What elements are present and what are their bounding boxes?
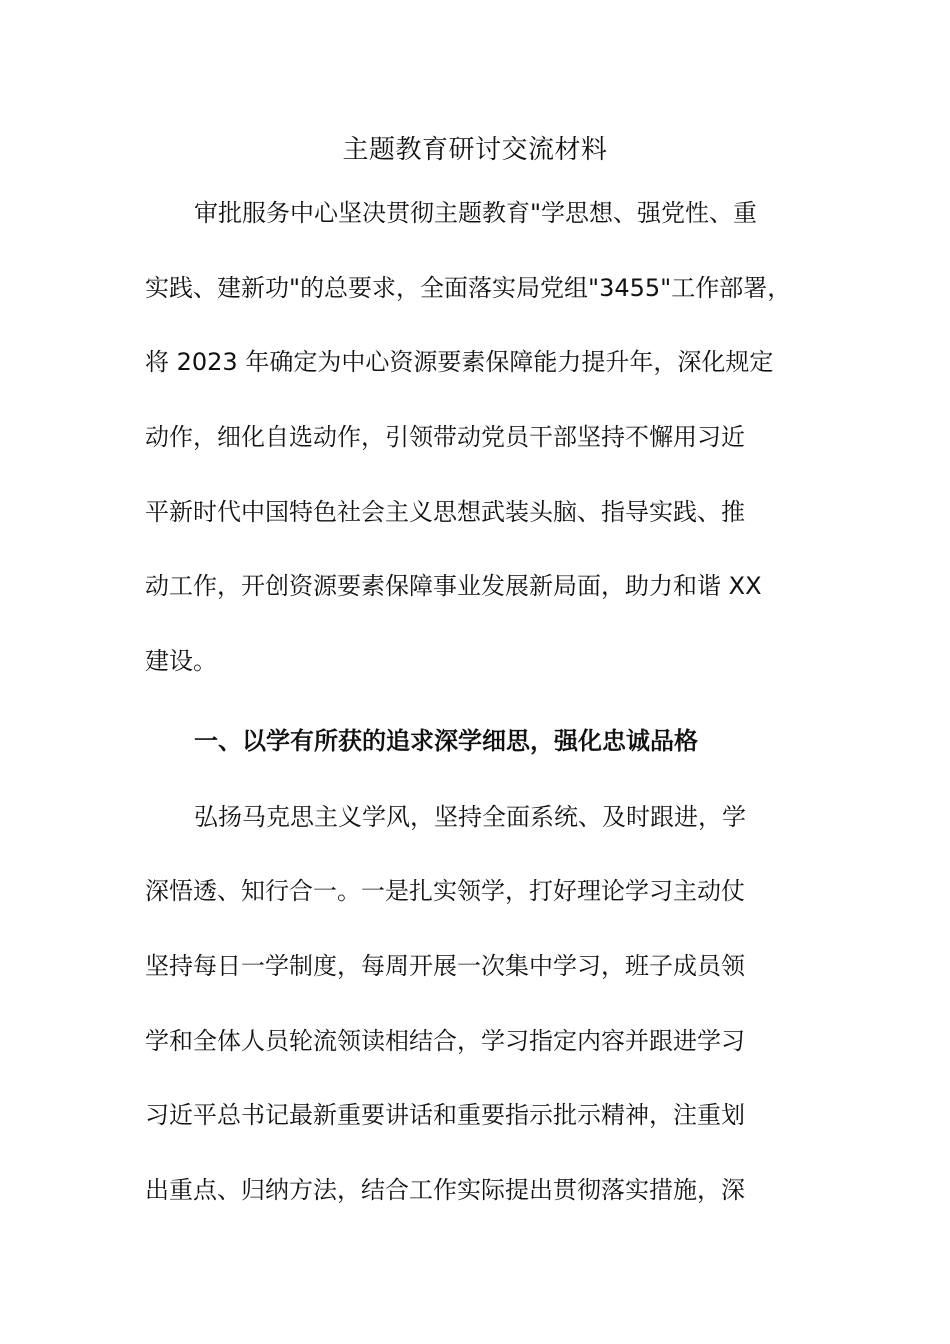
paragraph-1-line-5: 平新时代中国特色社会主义思想武装头脑、指导实践、推 (145, 498, 745, 526)
paragraph-2-line-4: 学和全体人员轮流领读相结合，学习指定内容并跟进学习 (145, 1027, 745, 1055)
paragraph-2-line-2: 深悟透、知行合一。一是扎实领学，打好理论学习主动仗 (145, 877, 745, 905)
paragraph-2-line-6: 出重点、归纳方法，结合工作实际提出贯彻落实措施，深 (145, 1176, 745, 1204)
paragraph-1-line-6: 动工作，开创资源要素保障事业发展新局面，助力和谐 XX (145, 572, 762, 600)
paragraph-1-line-4: 动作，细化自选动作，引领带动党员干部坚持不懈用习近 (145, 423, 745, 451)
paragraph-1-line-3: 将 2023 年确定为中心资源要素保障能力提升年，深化规定 (145, 348, 774, 376)
paragraph-2-line-5: 习近平总书记最新重要讲话和重要指示批示精神，注重划 (145, 1101, 745, 1129)
document-title: 主题教育研讨交流材料 (342, 135, 608, 165)
paragraph-1-line-2: 实践、建新功"的总要求，全面落实局党组"3455"工作部署， (145, 274, 792, 302)
paragraph-2-line-3: 坚持每日一学制度，每周开展一次集中学习，班子成员领 (145, 952, 745, 980)
paragraph-1-line-1: 审批服务中心坚决贯彻主题教育"学思想、强党性、重 (194, 199, 758, 227)
section-1-heading: 一、以学有所获的追求深学细思，强化忠诚品格 (194, 727, 698, 755)
paragraph-2-line-1: 弘扬马克思主义学风，坚持全面系统、及时跟进，学 (194, 803, 746, 831)
paragraph-1-line-7: 建设。 (145, 647, 217, 675)
